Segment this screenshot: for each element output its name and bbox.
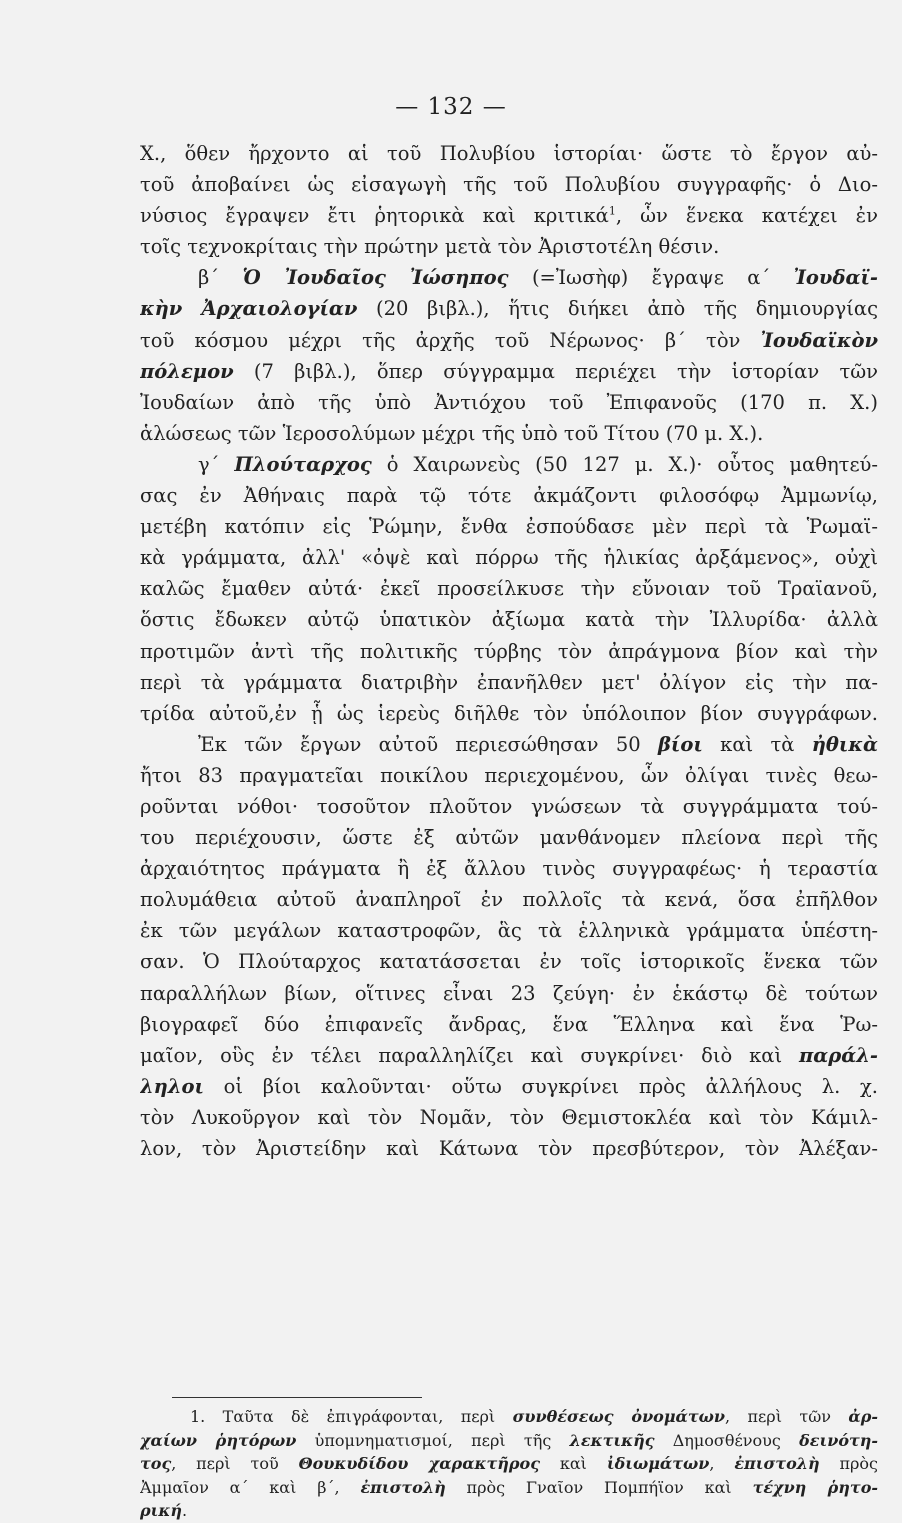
text-line: περὶ τὰ γράμματα διατριβὴν ἐπανῆλθεν μετ' ὀλίγον εἰς τὴν πα- xyxy=(140,670,878,694)
text-line: ἐκ τῶν μεγάλων καταστροφῶν, ἃς τὰ ἑλληνικὰ γράμματα ὑπέστη- xyxy=(140,919,878,943)
text-line: κὰ γράμματα, ἀλλ' «ὀψὲ καὶ πόρρω τῆς ἡλικίας ἀρξάμενος», οὐχὶ xyxy=(140,546,878,570)
text-line: Ἰουδαίων ἀπὸ τῆς ὑπὸ Ἀντιόχου τοῦ Ἐπιφανοῦς (170 π. Χ.) xyxy=(140,390,878,414)
text-line: λον, τὸν Ἀριστείδην καὶ Κάτωνα τὸν πρεσβύτερον, τὸν Ἀλέξαν- xyxy=(140,1137,878,1160)
body-text xyxy=(140,138,878,1164)
text-line: μαῖον, οὓς ἐν τέλει παραλληλίζει καὶ συγκρίνει· διὸ καὶ παράλ- xyxy=(140,1043,878,1067)
text-line: γ΄ Πλούταρχος ὁ Χαιρωνεὺς (50 127 μ. Χ.)· οὗτος μαθητεύ- xyxy=(198,452,878,476)
footnote-line: 1. Ταῦτα δὲ ἐπιγράφονται, περὶ συνθέσεως ὀνομάτων, περὶ τῶν ἀρ- xyxy=(190,1407,878,1426)
text-line: βιογραφεῖ δύο ἐπιφανεῖς ἄνδρας, ἕνα Ἕλληνα καὶ ἕνα Ῥω- xyxy=(140,1012,878,1036)
emphasis: Ἰουδαϊκὸν xyxy=(760,328,878,352)
text-line: σας ἐν Ἀθήναις παρὰ τῷ τότε ἀκμάζοντι φιλοσόφῳ Ἀμμωνίῳ, xyxy=(140,484,878,508)
emphasis: κὴν Ἀρχαιολογίαν xyxy=(140,297,358,321)
emphasis: Ἰουδαϊ- xyxy=(793,266,878,290)
text-line: ληλοι οἱ βίοι καλοῦνται· οὕτω συγκρίνει πρὸς ἀλλήλους λ. χ. xyxy=(140,1074,878,1098)
emphasis: ληλοι xyxy=(140,1074,204,1098)
text-line: του περιέχουσιν, ὥστε ἐξ αὐτῶν μανθάνομεν πλείονα περὶ τῆς xyxy=(140,826,878,850)
text-line: πολυμάθεια αὐτοῦ ἀναπληροῖ ἐν πολλοῖς τὰ κενά, ὅσα ἐπῆλθον xyxy=(140,888,878,912)
text-line: Χ., ὅθεν ἤρχοντο αἱ τοῦ Πολυβίου ἱστορίαι· ὥστε τὸ ἔργον αὐ- xyxy=(140,142,878,165)
text-line: τοῦ ἀποβαίνει ὡς εἰσαγωγὴ τῆς τοῦ Πολυβίου συγγραφῆς· ὁ Διο- xyxy=(140,173,878,197)
text-line: παραλλήλων βίων, οἵτινες εἶναι 23 ζεύγη· ἐν ἑκάστῳ δὲ τούτων xyxy=(140,981,878,1005)
text-line: σαν. Ὁ Πλούταρχος κατατάσσεται ἐν τοῖς ἱστορικοῖς ἕνεκα τῶν xyxy=(140,950,878,974)
text-line: ἤτοι 83 πραγματεῖαι ποικίλου περιεχομένου, ὧν ὀλίγαι τινὲς θεω- xyxy=(140,763,878,787)
text-line: μετέβη κατόπιν εἰς Ῥώμην, ἔνθα ἐσπούδασε μὲν περὶ τὰ Ῥωμαϊ- xyxy=(140,515,878,539)
text-line: τὸν Λυκοῦργον καὶ τὸν Νομᾶν, τὸν Θεμιστοκλέα καὶ τὸν Κάμιλ- xyxy=(140,1105,878,1129)
text-line: Ἐκ τῶν ἔργων αὐτοῦ περιεσώθησαν 50 βίοι καὶ τὰ ἠθικὰ xyxy=(198,732,878,756)
text-line: τρίδα αὐτοῦ,ἐν ᾗ ὡς ἱερεὺς διῆλθε τὸν ὑπόλοιπον βίον συγγράφων. xyxy=(140,701,878,725)
text-line: ροῦνται νόθοι· τοσοῦτον πλοῦτον γνώσεων τὰ συγγράμματα τού- xyxy=(140,794,878,818)
footnote-line: Ἀμμαῖον α΄ καὶ β΄, ἐπιστολὴ πρὸς Γναῖον Πομπήϊον καὶ τέχνη ῥητο- xyxy=(140,1477,878,1497)
text-line: νύσιος ἔγραψεν ἔτι ῥητορικὰ καὶ κριτικά$^1$, ὧν ἕνεκα κατέχει ἐν xyxy=(140,204,878,228)
footnote-line: χαίων ῥητόρων ὑπομνηματισμοί, περὶ τῆς λεκτικῆς Δημοσθένους δεινότη- xyxy=(140,1430,878,1450)
text-line: ἁλώσεως τῶν Ἱεροσολύμων μέχρι τῆς ὑπὸ τοῦ Τίτου (70 μ. Χ.). xyxy=(140,421,764,445)
page-number: — 132 — xyxy=(395,94,507,120)
emphasis: Πλούταρχος xyxy=(234,452,372,476)
emphasis: πόλεμον xyxy=(140,359,234,383)
text-line: ὅστις ἔδωκεν αὐτῷ ὑπατικὸν ἀξίωμα κατὰ τὴν Ἰλλυρίδα· ἀλλὰ xyxy=(140,608,878,632)
footnote xyxy=(140,1405,878,1523)
text-line: πόλεμον (7 βιβλ.), ὅπερ σύγγραμμα περιέχει τὴν ἱστορίαν τῶν xyxy=(140,359,878,383)
text-line: τοῦ κόσμου μέχρι τῆς ἀρχῆς τοῦ Νέρωνος· β΄ τὸν Ἰουδαϊκὸν xyxy=(140,328,878,352)
text-line: κὴν Ἀρχαιολογίαν (20 βιβλ.), ἥτις διήκει ἀπὸ τῆς δημιουργίας xyxy=(140,297,878,321)
text-line: καλῶς ἔμαθεν αὐτά· ἐκεῖ προσείλκυσε τὴν εὔνοιαν τοῦ Τραϊανοῦ, xyxy=(140,577,878,601)
text-line: β΄ Ὁ Ἰουδαῖος Ἰώσηπος (=Ἰωσὴφ) ἔγραψε α΄ Ἰουδαϊ- xyxy=(198,266,878,290)
footnote-line: ρική. xyxy=(140,1501,188,1520)
emphasis: βίοι xyxy=(657,732,703,756)
footnote-ref: 1 xyxy=(608,204,616,218)
emphasis: Ὁ Ἰουδαῖος Ἰώσηπος xyxy=(242,266,509,290)
emphasis: παράλ- xyxy=(798,1043,878,1067)
footnote-line: τος, περὶ τοῦ Θουκυδίδου χαρακτῆρος καὶ ἰδιωμάτων, ἐπιστολὴ πρὸς xyxy=(140,1454,878,1473)
emphasis: ἠθικὰ xyxy=(811,732,878,756)
footnote-separator xyxy=(172,1397,422,1398)
text-line: προτιμῶν ἀντὶ τῆς πολιτικῆς τύρβης τὸν ἀπράγμονα βίον καὶ τὴν xyxy=(140,639,878,663)
text-line: τοῖς τεχνοκρίταις τὴν πρώτην μετὰ τὸν Ἀριστοτέλη θέσιν. xyxy=(140,235,720,259)
text-line: ἀρχαιότητος πράγματα ἢ ἐξ ἄλλου τινὸς συγγραφέως· ἡ τεραστία xyxy=(140,857,878,881)
